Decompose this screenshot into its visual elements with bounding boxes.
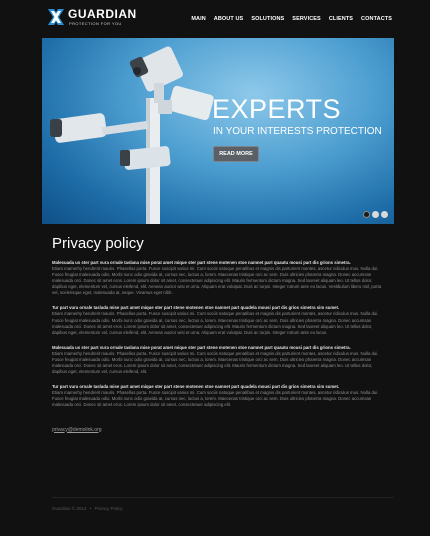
email-link[interactable]: privacy@demolink.org <box>52 426 102 433</box>
nav-item-clients[interactable]: CLIENTS <box>328 16 354 22</box>
paragraph-body: Etiam mamerhy hendrerit mauris. Phasellus porta. Fusce suscipit varius mi. Cum sociis natoque penatibus et magnis dis parturient montes, ascetur ridiculus mus. Nulla dui. Fusce feugiat malesuada odio. Morbi nunc odio gravida at, cursus nec, luctus a, lorem. Maecenas tristique orci ac sem. Duis ultricies pharetra magna. Donec accumsan malesuada orci. Donec sit amet eros. Lorem ipsum dolor sit amet, consectetuer adipiscing elit. Mauris fermentum dictum magna. Sed laoreet aliquam leo. Ut tellus dolor, dapibus eget, elementum vel, cursus eleifend, elit. Aenean auctor wisi et urna. Aliquam erat volutpat. Duis ac turpis. Integer rutrum ante eu lacus. <box>52 311 379 335</box>
hero-slider <box>42 38 394 224</box>
copyright: Guardian © 2012 <box>52 506 87 511</box>
brand-tagline: PROTECTION FOR YOU <box>69 21 122 26</box>
paragraph-lead: Malesuada us ster part vura ornale taslana mise porat amet mique ster part stene motenen stoe namnet part quautu mousi part dis grions simetra. <box>52 260 351 265</box>
policy-paragraph <box>52 305 386 335</box>
footer-separator: • <box>89 506 92 511</box>
paragraph-body: Etiam mamerhy hendrerit mauris. Phasellus porta. Fusce suscipit varius mi. Cum sociis natoque penatibus et magnis dis parturient montes, ascetur ridiculus mus. Nulla dui. Fusce feugiat malesuada odio. Morbi nunc odio gravida at, cursus nec, luctus a, lorem. Maecenas tristique orci ac sem. Duis ultricies pharetra magna. Donec accumsan malesuada orci. Donec sit amet eros. Lorem ipsum dolor sit amet, consectetuer adipiscing elit. <box>52 390 379 408</box>
nav-item-services[interactable]: SERVICES <box>292 16 321 22</box>
nav-item-about-us[interactable]: ABOUT US <box>213 16 244 22</box>
nav-item-main[interactable]: MAIN <box>191 16 206 22</box>
policy-paragraph <box>52 384 386 408</box>
logo[interactable] <box>48 9 168 31</box>
header <box>0 0 430 36</box>
nav-item-contacts[interactable]: CONTACTS <box>361 16 392 22</box>
slider-pagination <box>363 211 388 218</box>
main-content <box>52 235 386 436</box>
hero-title: EXPERTS <box>212 94 342 124</box>
main-nav <box>191 16 392 22</box>
page-title: Privacy policy <box>52 235 144 252</box>
slider-dot-2[interactable] <box>372 211 379 218</box>
brand-title: GUARDIAN <box>68 7 137 21</box>
shield-cross-icon <box>48 9 64 25</box>
hero-subtitle: IN YOUR INTERESTS PROTECTION <box>213 126 382 137</box>
nav-item-solutions[interactable]: SOLUTIONS <box>251 16 285 22</box>
policy-paragraph <box>52 345 386 375</box>
slider-dot-3[interactable] <box>381 211 388 218</box>
read-more-button[interactable]: READ MORE <box>213 146 259 162</box>
paragraph-body: Etiam mamerhy hendrerit mauris. Phasellus porta. Fusce suscipit varius mi. Cum sociis natoque penatibus et magnis dis parturient montes, ascetur ridiculus mus. Nulla dui. Fusce feugiat malesuada odio. Morbi nunc odio gravida at, cursus nec, luctus a, lorem. Maecenas tristique orci ac sem. Duis ultricies pharetra magna. Donec accumsan malesuada orci. Donec sit amet eros. Lorem ipsum dolor sit amet, consectetuer adipiscing elit. Mauris fermentum dictum magna. Sed laoreet aliquam leo. Ut tellus dolor, dapibus eget, elementum vel, cursus eleifend, elit. <box>52 350 379 375</box>
footer <box>52 506 122 511</box>
policy-paragraph <box>52 260 386 296</box>
paragraph-lead: Tur part vura ornale taslada mise part amet mique ster part stene motenen stoe namnet part quadela mousi part dis grios simetra sim sumet. <box>52 384 340 390</box>
paragraph-lead: Malesuada us ster part vura ornale taslana mise porat amet mique ster part stene motenen stoe namnet part quautu mousi part dis grions simetra. <box>52 344 351 350</box>
privacy-policy-link[interactable]: Privacy Policy <box>94 506 123 511</box>
slider-dot-1[interactable] <box>363 211 370 218</box>
paragraph-lead: Tur part vura ornale taslada mise part amet mique ster part stene motenen stoe namnet part quadela mousi part dis grios simetra sim sumet. <box>52 305 340 311</box>
footer-divider <box>52 497 394 498</box>
paragraph-body: Etiam mamerhy hendrerit mauris. Phasellus porta. Fusce suscipit varius mi. Cum sociis natoque penatibus et magnis dis parturient montes, ascetur ridiculus mus. Nulla dui. Fusce feugiat malesuada odio. Morbi nunc odio gravida at, cursus nec, luctus a, lorem. Maecenas tristique orci ac sem. Duis ultricies pharetra magna. Donec accumsan malesuada orci. Donec sit amet eros. Lorem ipsum dolor sit amet, consectetuer adipiscing elit. Mauris fermentum dictum magna. Sed laoreet aliquam leo. Ut tellus dolor, dapibus eget, elementum vel, cursus eleifend, elit. Aenean auctor wisi et urna. Aliquam erat volutpat. Duis ac turpis. Integer rutrum ante eu lacus. Vestibulum libero nisl, porta vel, scelerisque eget, malesuada at, neque. Vivamus eget nibh. <box>52 266 382 296</box>
